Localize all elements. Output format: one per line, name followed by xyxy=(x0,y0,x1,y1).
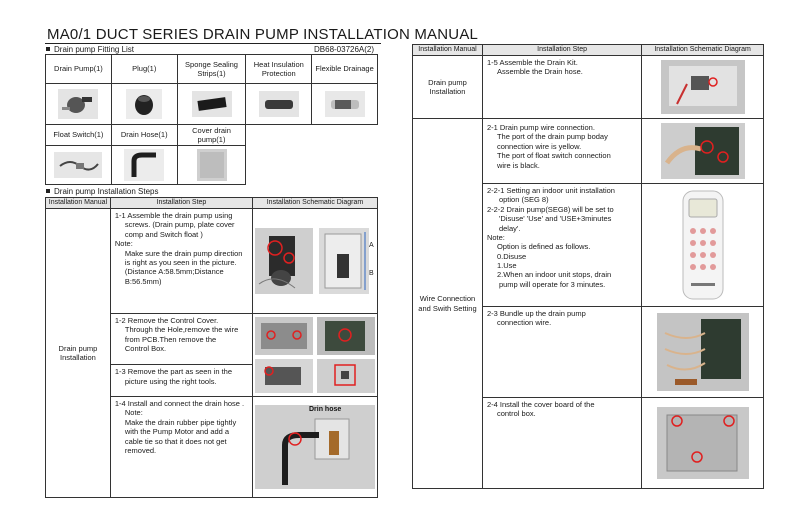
note-text: Option is defined as follows. xyxy=(496,242,591,252)
drain-hose-photo xyxy=(111,146,177,185)
fitting-label-sponge: Sponge Sealing Strips(1) xyxy=(177,55,246,84)
pump-assembly-photo xyxy=(255,228,313,294)
step-text: screws. (Drain pump, plate cover xyxy=(124,220,235,230)
fitting-label-cover: Cover drain pump(1) xyxy=(177,125,246,146)
step-text: picture using the right tools. xyxy=(124,376,217,386)
empty-cell xyxy=(312,146,378,185)
step-2-3 xyxy=(482,307,641,398)
step-text: The port of float switch connection xyxy=(496,151,611,161)
right-steps-table xyxy=(412,44,764,489)
step-text: Control Box. xyxy=(124,344,167,354)
empty-cell xyxy=(246,146,312,185)
control-box-photo xyxy=(317,317,375,355)
note-text: Make sure the drain pump direction xyxy=(124,248,243,258)
diagram-1-1 xyxy=(252,209,377,314)
step-text: from PCB.Then remove the xyxy=(124,334,217,344)
fitting-label-flexible-drainage: Flexible Drainage xyxy=(312,55,378,84)
remote-control-photo xyxy=(677,189,729,301)
fitting-table xyxy=(45,54,378,185)
remove-part-photo-1 xyxy=(255,359,313,393)
diagram-2-1 xyxy=(642,119,764,184)
header-schematic-diagram-right: Installation Schematic Diagram xyxy=(642,45,764,56)
note-text: Make the drain rubber pipe tightly xyxy=(124,417,237,427)
step-text: 2-4 Install the cover board of the xyxy=(486,400,595,409)
heat-insulation-photo xyxy=(246,84,312,125)
note-label: Note: xyxy=(114,239,133,249)
remove-part-photo-2 xyxy=(317,359,375,393)
header-installation-manual: Installation Manual xyxy=(46,198,111,209)
dimension-b-label: B xyxy=(368,270,374,277)
step-text: option (SEG 8) xyxy=(498,195,549,205)
step-2-2 xyxy=(482,184,641,307)
step-text: The port of the drain pump boday xyxy=(496,132,608,142)
header-schematic-diagram: Installation Schematic Diagram xyxy=(252,198,377,209)
fitting-label-float-switch: Float Switch(1) xyxy=(46,125,112,146)
step-text: 1-1 Assemble the drain pump using xyxy=(114,211,233,220)
note-label: Note: xyxy=(486,232,505,242)
fitting-label-heat-insulation: Heat Insulation Protection xyxy=(246,55,312,84)
step-1-3 xyxy=(110,365,252,397)
note-label: Note: xyxy=(124,408,143,418)
note-text: 0.Disuse xyxy=(496,251,527,261)
diagram-2-3 xyxy=(642,307,764,398)
step-text: connection wire. xyxy=(496,318,552,328)
note-text: removed. xyxy=(124,445,157,455)
manual-label: Drain pump Installation xyxy=(58,343,98,362)
doc-number: DB68-03726A(2) xyxy=(314,45,375,54)
note-text: with the Pump Motor and add a xyxy=(124,427,230,437)
step-1-1 xyxy=(110,209,252,314)
diagram-2-4 xyxy=(642,398,764,489)
diagram-1-4 xyxy=(252,397,377,498)
fitting-section-label: Drain pump Fitting List xyxy=(54,45,135,54)
step-text: comp and Switch float ) xyxy=(124,229,203,239)
bullet-icon xyxy=(46,47,50,51)
fitting-label-plug: Plug(1) xyxy=(111,55,177,84)
bundle-wire-photo xyxy=(657,313,749,391)
empty-cell xyxy=(312,125,378,146)
left-steps-table xyxy=(45,197,378,498)
header-installation-step-right: Installation Step xyxy=(482,45,641,56)
header-installation-manual-right: Installation Manual xyxy=(413,45,483,56)
step-text: 2-1 Drain pump wire connection. xyxy=(486,123,595,132)
sponge-strip-photo xyxy=(177,84,246,125)
flexible-drainage-photo xyxy=(312,84,378,125)
page-title: MA0/1 DUCT SERIES DRAIN PUMP INSTALLATION MANUAL xyxy=(47,26,479,43)
step-text: 2-3 Bundle up the drain pump xyxy=(486,309,586,318)
step-text: 'Disuse' 'Use' and 'USE+3minutes xyxy=(498,214,612,224)
pump-dimension-photo xyxy=(319,228,369,294)
step-text: 2-2-1 Setting an indoor unit installation xyxy=(486,186,615,195)
title-rule xyxy=(45,43,381,44)
manual-label: Drain pump Installation xyxy=(428,77,467,96)
note-text: 1.Use xyxy=(496,261,517,270)
bullet-icon xyxy=(46,189,50,193)
fitting-label-drain-pump: Drain Pump(1) xyxy=(46,55,112,84)
note-text: is right as you seen in the picture. xyxy=(124,257,237,267)
diagram-1-5 xyxy=(642,56,764,119)
note-text: pump will operate for 3 minutes. xyxy=(498,279,606,289)
step-text: Through the Hole,remove the wire xyxy=(124,325,239,335)
diagram-2-2 xyxy=(642,184,764,307)
step-2-4 xyxy=(482,398,641,489)
step-text: Assemble the Drain hose. xyxy=(496,67,583,77)
wire-connection-photo xyxy=(661,123,745,179)
steps-section-heading xyxy=(46,187,159,196)
step-text: wire is black. xyxy=(496,160,540,170)
step-1-4 xyxy=(110,397,252,498)
fitting-label-drain-hose: Drain Hose(1) xyxy=(111,125,177,146)
step-text: 1-4 Install and connect the drain hose . xyxy=(114,399,245,408)
drain-hose-install-photo xyxy=(255,405,375,489)
manual-drain-pump-installation xyxy=(46,209,111,498)
drain-hose-callout: Drin hose xyxy=(308,406,342,413)
cover-drain-pump-photo xyxy=(177,146,246,185)
note-text: 2.When an indoor unit stops, drain xyxy=(496,270,612,280)
step-text: delay'. xyxy=(498,223,521,233)
fitting-section-heading xyxy=(46,45,134,54)
step-text: 1-5 Assemble the Drain Kit. xyxy=(486,58,578,67)
plug-photo xyxy=(111,84,177,125)
step-text: connection wire is yellow. xyxy=(496,141,582,151)
drain-pump-photo xyxy=(46,84,112,125)
step-text: control box. xyxy=(496,409,536,419)
empty-cell xyxy=(246,125,312,146)
control-cover-photo xyxy=(255,317,313,355)
step-1-5 xyxy=(482,56,641,119)
manual-label: Wire Connection and Swith Setting xyxy=(418,294,477,313)
step-1-2 xyxy=(110,314,252,365)
manual-wire-connection xyxy=(413,119,483,489)
dimension-a-label: A xyxy=(368,242,374,249)
cover-board-photo xyxy=(657,407,749,479)
note-text: (Distance A:58.5mm;Distance xyxy=(124,267,224,277)
steps-section-label: Drain pump Installation Steps xyxy=(54,187,159,196)
float-switch-photo xyxy=(46,146,112,185)
step-text: 2-2-2 Drain pump(SEG8) will be set to xyxy=(486,204,614,214)
step-2-1 xyxy=(482,119,641,184)
note-text: B:56.5mm) xyxy=(124,276,162,286)
header-installation-step: Installation Step xyxy=(110,198,252,209)
step-text: 1-3 Remove the part as seen in the xyxy=(114,367,233,377)
diagram-1-2-1-3 xyxy=(252,314,377,397)
note-text: cable tie so that it does not get xyxy=(124,436,227,446)
drain-kit-photo xyxy=(661,60,745,114)
manual-drain-pump-installation-right xyxy=(413,56,483,119)
step-text: 1-2 Remove the Control Cover. xyxy=(114,316,219,325)
